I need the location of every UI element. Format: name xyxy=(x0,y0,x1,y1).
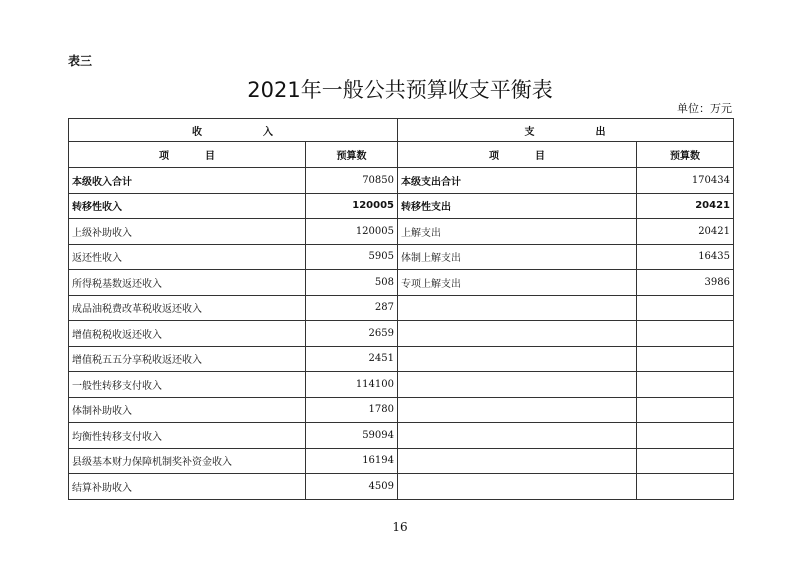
table-row xyxy=(69,244,734,270)
expense-value xyxy=(637,397,734,423)
expense-value xyxy=(637,372,734,398)
expense-value xyxy=(637,295,734,321)
table-row xyxy=(69,474,734,500)
expense-value xyxy=(637,321,734,347)
table-row xyxy=(69,168,734,194)
income-value: 70850 xyxy=(306,168,398,194)
income-label: 转移性收入 xyxy=(69,193,306,219)
expense-label: 上解支出 xyxy=(398,219,637,245)
expense-label: 本级支出合计 xyxy=(398,168,637,194)
expense-value xyxy=(637,474,734,500)
table-row xyxy=(69,346,734,372)
section-header-row xyxy=(69,119,734,142)
expense-value: 170434 xyxy=(637,168,734,194)
expense-label: 转移性支出 xyxy=(398,193,637,219)
table-row xyxy=(69,295,734,321)
column-header-row xyxy=(69,142,734,168)
expense-label: 专项上解支出 xyxy=(398,270,637,296)
income-label: 增值税税收返还收入 xyxy=(69,321,306,347)
table-row xyxy=(69,448,734,474)
page-title: 2021年一般公共预算收支平衡表 xyxy=(247,78,553,102)
income-value: 1780 xyxy=(306,397,398,423)
income-value: 59094 xyxy=(306,423,398,449)
income-value: 2451 xyxy=(306,346,398,372)
expense-label xyxy=(398,423,637,449)
income-budget-header: 预算数 xyxy=(306,142,398,168)
expense-value xyxy=(637,448,734,474)
income-value: 5905 xyxy=(306,244,398,270)
income-label: 返还性收入 xyxy=(69,244,306,270)
budget-balance-table xyxy=(68,118,734,500)
income-label: 上级补助收入 xyxy=(69,219,306,245)
table-row xyxy=(69,372,734,398)
income-section-header: 收 入 xyxy=(69,119,398,142)
table-number: 表三 xyxy=(68,54,93,68)
income-label: 一般性转移支付收入 xyxy=(69,372,306,398)
income-value: 114100 xyxy=(306,372,398,398)
expense-value xyxy=(637,423,734,449)
expense-section-header: 支 出 xyxy=(398,119,734,142)
income-label: 增值税五五分享税收返还收入 xyxy=(69,346,306,372)
income-value: 120005 xyxy=(306,193,398,219)
income-value: 2659 xyxy=(306,321,398,347)
income-value: 16194 xyxy=(306,448,398,474)
income-item-header: 项 目 xyxy=(69,142,306,168)
expense-label xyxy=(398,448,637,474)
expense-item-header: 项 目 xyxy=(398,142,637,168)
table-row xyxy=(69,219,734,245)
expense-label xyxy=(398,295,637,321)
income-label: 成品油税费改革税收返还收入 xyxy=(69,295,306,321)
expense-value: 20421 xyxy=(637,193,734,219)
expense-label xyxy=(398,321,637,347)
income-value: 120005 xyxy=(306,219,398,245)
expense-value: 16435 xyxy=(637,244,734,270)
income-label: 本级收入合计 xyxy=(69,168,306,194)
expense-label xyxy=(398,346,637,372)
income-label: 均衡性转移支付收入 xyxy=(69,423,306,449)
expense-value xyxy=(637,346,734,372)
expense-label: 体制上解支出 xyxy=(398,244,637,270)
table-row xyxy=(69,397,734,423)
expense-value: 3986 xyxy=(637,270,734,296)
income-value: 287 xyxy=(306,295,398,321)
table-row xyxy=(69,423,734,449)
income-label: 体制补助收入 xyxy=(69,397,306,423)
expense-label xyxy=(398,474,637,500)
expense-budget-header: 预算数 xyxy=(637,142,734,168)
income-label: 所得税基数返还收入 xyxy=(69,270,306,296)
table-row xyxy=(69,270,734,296)
income-label: 结算补助收入 xyxy=(69,474,306,500)
income-value: 4509 xyxy=(306,474,398,500)
income-label: 县级基本财力保障机制奖补资金收入 xyxy=(69,448,306,474)
expense-label xyxy=(398,397,637,423)
table-row xyxy=(69,321,734,347)
expense-label xyxy=(398,372,637,398)
expense-value: 20421 xyxy=(637,219,734,245)
unit-label: 单位：万元 xyxy=(677,102,732,115)
table-row xyxy=(69,193,734,219)
income-value: 508 xyxy=(306,270,398,296)
page-number: 16 xyxy=(392,520,408,534)
